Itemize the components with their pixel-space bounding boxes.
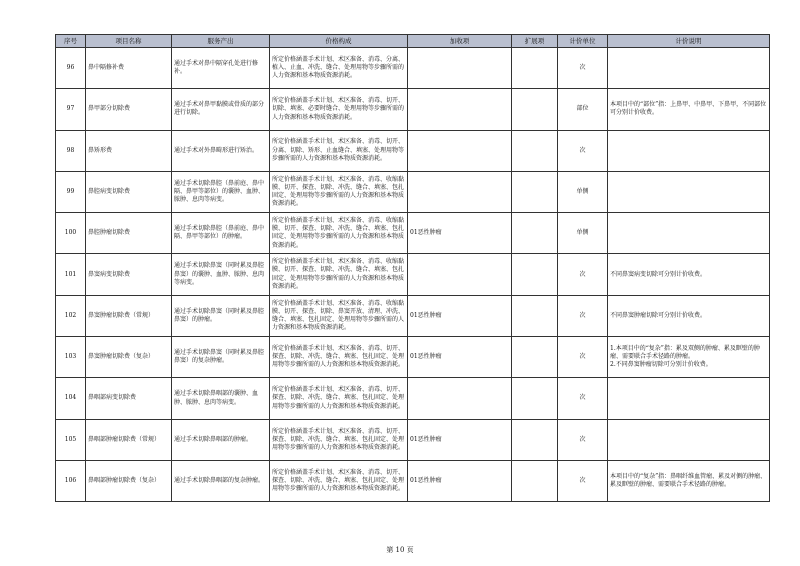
- pricing-note-cell: 不同鼻窦肿瘤切除可分别计价收费。: [608, 295, 770, 336]
- extension-cell: [512, 295, 558, 336]
- surcharge-cell: [408, 254, 512, 295]
- pricing-note-cell: [608, 419, 770, 460]
- item-name-cell: 鼻咽部肿瘤切除费（复杂）: [86, 460, 172, 501]
- extension-cell: [512, 337, 558, 378]
- item-name-cell: 鼻窦肿瘤切除费（复杂）: [86, 337, 172, 378]
- table-row: [56, 419, 770, 460]
- extension-cell: [512, 419, 558, 460]
- pricing-table: [55, 34, 770, 502]
- page-number: 第 10 页: [386, 546, 414, 554]
- table-row: [56, 48, 770, 89]
- pricing-unit-cell: 次: [558, 337, 608, 378]
- table-row: [56, 460, 770, 501]
- pricing-unit-cell: 单侧: [558, 171, 608, 212]
- header-ext: 扩展项: [512, 35, 558, 48]
- item-name-cell: 鼻甲部分切除费: [86, 89, 172, 130]
- price-composition-cell: 所定价格涵盖手术计划、术区准备、消毒、切开、探查、切除、冲洗、缝合、填塞、包扎固定、处理用物等步骤所需的人力资源和基本物质资源消耗。: [270, 378, 408, 419]
- item-name-cell: 鼻窦肿瘤切除费（常规）: [86, 295, 172, 336]
- item-name-cell: 鼻矫形费: [86, 130, 172, 171]
- service-output-cell: 通过手术切除鼻窦（同时累及鼻腔鼻窦）的肿瘤。: [172, 295, 270, 336]
- price-composition-cell: 所定价格涵盖手术计划、术区准备、消毒、切开、切除、填塞、必要时缝合、处理用物等步骤所需的人力资源和基本物质资源消耗。: [270, 89, 408, 130]
- service-output-cell: 通过手术对鼻甲黏膜或骨质的部分进行切除。: [172, 89, 270, 130]
- pricing-unit-cell: 次: [558, 254, 608, 295]
- row-number-cell: 99: [56, 171, 86, 212]
- item-name-cell: 鼻窦病变切除费: [86, 254, 172, 295]
- row-number-cell: 103: [56, 337, 86, 378]
- row-number-cell: 102: [56, 295, 86, 336]
- pricing-unit-cell: 单侧: [558, 213, 608, 254]
- item-name-cell: 鼻咽部病变切除费: [86, 378, 172, 419]
- service-output-cell: 通过手术切除鼻腔（鼻前庭、鼻中隔、鼻甲等部位）的囊肿、血肿、脓肿、息肉等病变。: [172, 171, 270, 212]
- row-number-cell: 104: [56, 378, 86, 419]
- pricing-unit-cell: 次: [558, 419, 608, 460]
- pricing-note-cell: [608, 171, 770, 212]
- price-composition-cell: 所定价格涵盖手术计划、术区准备、消毒、收缩黏膜、切开、探查、切除、冲洗、缝合、填塞、包扎固定、处理用物等步骤所需的人力资源和基本物质资源消耗。: [270, 254, 408, 295]
- row-number-cell: 105: [56, 419, 86, 460]
- surcharge-cell: [408, 171, 512, 212]
- table-row: [56, 337, 770, 378]
- extension-cell: [512, 460, 558, 501]
- pricing-note-cell: [608, 130, 770, 171]
- pricing-note-cell: 1.本项目中的“复杂”指：累及双侧的肿瘤、累及眶壁的肿瘤、需要联合手术径路的肿瘤。 2.不同鼻窦肿瘤切除可分别计价收费。: [608, 337, 770, 378]
- price-composition-cell: 所定价格涵盖手术计划、术区准备、消毒、切开、探查、切除、冲洗、缝合、填塞、包扎固定、处理用物等步骤所需的人力资源和基本物质资源消耗。: [270, 419, 408, 460]
- extension-cell: [512, 130, 558, 171]
- price-composition-cell: 所定价格涵盖手术计划、术区准备、消毒、切开、分离、切除、矫形、止血缝合、填塞、处理用物等步骤所需的人力资源和基本物质资源消耗。: [270, 130, 408, 171]
- service-output-cell: 通过手术切除鼻腔（鼻前庭、鼻中隔、鼻甲等部位）的肿瘤。: [172, 213, 270, 254]
- header-name: 项目名称: [86, 35, 172, 48]
- row-number-cell: 101: [56, 254, 86, 295]
- table-row: [56, 130, 770, 171]
- service-output-cell: 通过手术切除鼻窦（同时累及鼻腔鼻窦）的复杂肿瘤。: [172, 337, 270, 378]
- price-composition-cell: 所定价格涵盖手术计划、术区准备、消毒、收缩黏膜、切开、探查、切除、冲洗、缝合、填塞、包扎固定、处理用物等步骤所需的人力资源和基本物质资源消耗。: [270, 171, 408, 212]
- item-name-cell: 鼻腔病变切除费: [86, 171, 172, 212]
- extension-cell: [512, 254, 558, 295]
- service-output-cell: 通过手术切除鼻咽部的囊肿、血肿、脓肿、息肉等病变。: [172, 378, 270, 419]
- pricing-unit-cell: 次: [558, 130, 608, 171]
- surcharge-cell: [408, 378, 512, 419]
- table-row: [56, 254, 770, 295]
- pricing-note-cell: [608, 213, 770, 254]
- header-row: [56, 35, 770, 48]
- price-composition-cell: 所定价格涵盖手术计划、术区准备、消毒、切开、探查、切除、冲洗、缝合、填塞、包扎固定、处理用物等步骤所需的人力资源和基本物质资源消耗。: [270, 337, 408, 378]
- pricing-unit-cell: 次: [558, 378, 608, 419]
- table-row: [56, 378, 770, 419]
- surcharge-cell: [408, 130, 512, 171]
- table-row: [56, 213, 770, 254]
- header-price: 价格构成: [270, 35, 408, 48]
- surcharge-cell: 01恶性肿瘤: [408, 213, 512, 254]
- extension-cell: [512, 171, 558, 212]
- pricing-note-cell: 本项目中的“复杂”指：鼻咽纤维血管瘤、累及对侧的肿瘤、累及眶壁的肿瘤、需要联合手术径路的肿瘤。: [608, 460, 770, 501]
- header-unit: 计价单位: [558, 35, 608, 48]
- surcharge-cell: 01恶性肿瘤: [408, 419, 512, 460]
- pricing-note-cell: [608, 48, 770, 89]
- surcharge-cell: 01恶性肿瘤: [408, 460, 512, 501]
- price-composition-cell: 所定价格涵盖手术计划、术区准备、消毒、切开、探查、切除、冲洗、缝合、填塞、包扎固定、处理用物等步骤所需的人力资源和基本物质资源消耗。: [270, 460, 408, 501]
- row-number-cell: 96: [56, 48, 86, 89]
- pricing-unit-cell: 部位: [558, 89, 608, 130]
- service-output-cell: 通过手术切除鼻咽部的肿瘤。: [172, 419, 270, 460]
- surcharge-cell: 01恶性肿瘤: [408, 337, 512, 378]
- header-output: 服务产出: [172, 35, 270, 48]
- pricing-note-cell: 本项目中的“部位”指：上鼻甲、中鼻甲、下鼻甲，不同部位可分别计价收费。: [608, 89, 770, 130]
- header-extra: 加收项: [408, 35, 512, 48]
- header-no: 序号: [56, 35, 86, 48]
- price-composition-cell: 所定价格涵盖手术计划、术区准备、消毒、收缩黏膜、切开、探查、切除、鼻窦开放、清理、冲洗、缝合、填塞、包扎固定、处理用物等步骤所需的人力资源和基本物质资源消耗。: [270, 295, 408, 336]
- service-output-cell: 通过手术对外鼻畸形进行矫治。: [172, 130, 270, 171]
- surcharge-cell: 01恶性肿瘤: [408, 295, 512, 336]
- row-number-cell: 97: [56, 89, 86, 130]
- pricing-note-cell: 不同鼻窦病变切除可分别计价收费。: [608, 254, 770, 295]
- extension-cell: [512, 48, 558, 89]
- item-name-cell: 鼻中隔修补费: [86, 48, 172, 89]
- row-number-cell: 106: [56, 460, 86, 501]
- pricing-unit-cell: 次: [558, 48, 608, 89]
- table-row: [56, 171, 770, 212]
- table-row: [56, 89, 770, 130]
- extension-cell: [512, 89, 558, 130]
- pricing-unit-cell: 次: [558, 460, 608, 501]
- price-composition-cell: 所定价格涵盖手术计划、术区准备、消毒、分离、植入、止血、冲洗、缝合、处理用物等步骤所需的人力资源和基本物质资源消耗。: [270, 48, 408, 89]
- price-composition-cell: 所定价格涵盖手术计划、术区准备、消毒、收缩黏膜、切开、探查、切除、冲洗、缝合、填塞、包扎固定、处理用物等步骤所需的人力资源和基本物质资源消耗。: [270, 213, 408, 254]
- row-number-cell: 98: [56, 130, 86, 171]
- surcharge-cell: [408, 48, 512, 89]
- service-output-cell: 通过手术对鼻中隔穿孔处进行修补。: [172, 48, 270, 89]
- pricing-unit-cell: 次: [558, 295, 608, 336]
- item-name-cell: 鼻腔肿瘤切除费: [86, 213, 172, 254]
- pricing-note-cell: [608, 378, 770, 419]
- item-name-cell: 鼻咽部肿瘤切除费（常规）: [86, 419, 172, 460]
- surcharge-cell: [408, 89, 512, 130]
- table-row: [56, 295, 770, 336]
- extension-cell: [512, 378, 558, 419]
- header-note: 计价说明: [608, 35, 770, 48]
- service-output-cell: 通过手术切除鼻窦（同时累及鼻腔鼻窦）的囊肿、血肿、脓肿、息肉等病变。: [172, 254, 270, 295]
- row-number-cell: 100: [56, 213, 86, 254]
- service-output-cell: 通过手术切除鼻咽部的复杂肿瘤。: [172, 460, 270, 501]
- extension-cell: [512, 213, 558, 254]
